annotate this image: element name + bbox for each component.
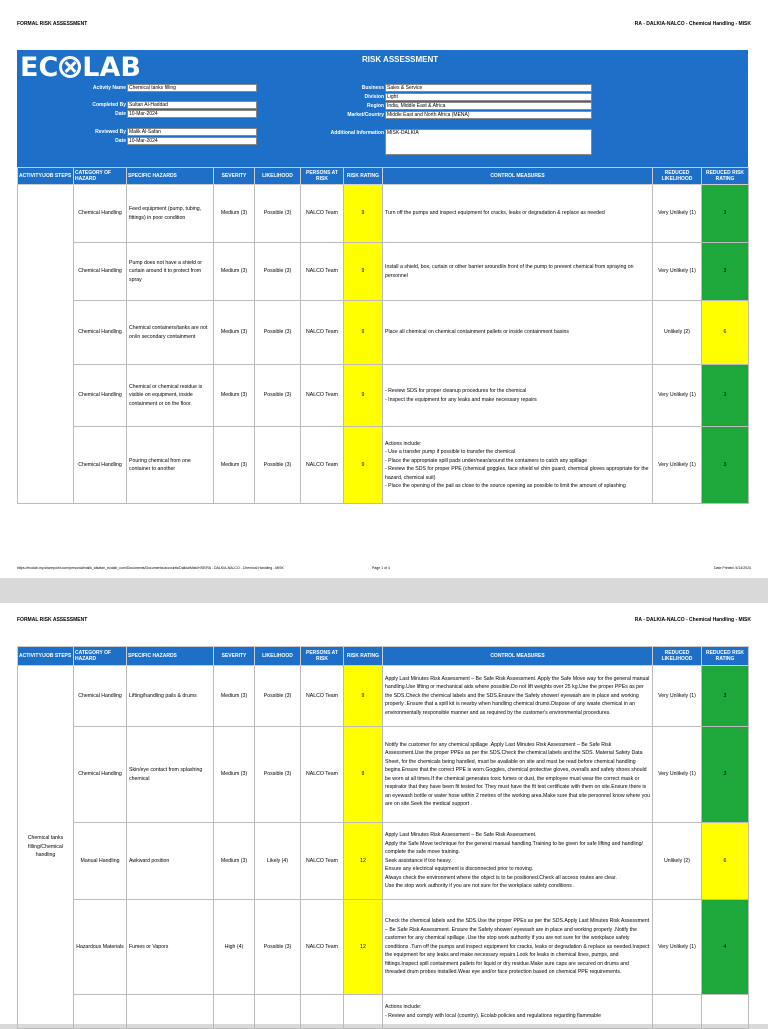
reduced-risk-cell: 3 [702, 666, 749, 727]
severity-cell: Medium (3) [214, 301, 255, 365]
persons-cell: NALCO Team [301, 365, 344, 427]
reduced-risk-cell: 4 [702, 900, 749, 995]
business-field[interactable]: Sales & Service [385, 84, 592, 92]
severity-cell: High (4) [214, 900, 255, 995]
reduced-risk-cell [702, 995, 749, 1029]
likelihood-cell: Possible (3) [255, 365, 301, 427]
table-row [18, 365, 749, 427]
reduced-likelihood-cell [653, 995, 702, 1029]
col-reduced-likelihood: REDUCED LIKELIHOOD [653, 168, 702, 185]
completed-label: Completed By [92, 102, 126, 108]
reduced-risk-cell: 3 [702, 185, 749, 243]
date-label: Date [115, 111, 126, 117]
risk-rating-cell: 9 [344, 365, 383, 427]
page-title: RISK ASSESSMENT [362, 55, 439, 64]
activity-step-cell: Chemical tanks filling/Chemical handling [18, 666, 74, 1029]
risk-rating-cell: 9 [344, 243, 383, 301]
persons-cell: NALCO Team [301, 185, 344, 243]
severity-cell: Medium (3) [214, 427, 255, 504]
likelihood-cell [255, 995, 301, 1029]
region-label: Region [367, 103, 384, 109]
header-left: FORMAL RISK ASSESSMENT [17, 617, 88, 623]
risk-rating-cell: 9 [344, 301, 383, 365]
reduced-likelihood-cell: Unlikely (2) [653, 301, 702, 365]
table-row [18, 427, 749, 504]
severity-cell: Medium (3) [214, 365, 255, 427]
col-category: CATEGORY OF HAZARD [74, 647, 127, 666]
hazard-cell: Feed equipment (pump, tubing, fittings) in poor condition [127, 185, 214, 243]
control-measures-cell: Notify the customer for any chemical spillage .Apply Last Minutes Risk Assessment – Be Safe Risk Assessment.Use the proper PPEs as per the SDS.Check the chemical labels and the SDS. Material Safety Data Sheet, for the chemicals being handled, must be available on site and must be read before chemical handling begins.Ensure that the correct PPE is worn.Goggles, chemical protective gloves, overalls and safety shoes should be worn at all times.If the chemical generates toxic fumes or dust, the employee must wear the correct mask or respirator that they have been fit tested for. They must have the fit test certificate with them on site.Ensure there is an eyewash bottle or water hose within 2 metres of the working area.Make sure that site personnel know where you are on site.Seek the medical support . [383, 727, 653, 823]
risk-rating-cell [344, 995, 383, 1029]
hazard-cell: Pump does not have a shield or curtain around it to protect from spray [127, 243, 214, 301]
footer-url[interactable]: https://ecolab-my.sharepoint.com/personal/malik_alsafan_ecolab_com/Documents/Documents/accounts/Dalkia/Misk/HSE/RA - DALKIA-NALCO - Chemical Handling - MISK [17, 566, 284, 570]
category-cell: Chemical Handling [74, 727, 127, 823]
control-measures-cell: - Review SDS for proper cleanup procedures for the chemical - Inspect the equipment for any leaks and make necessary repairs [383, 365, 653, 427]
hazard-cell: Awkward position [127, 823, 214, 900]
likelihood-cell: Possible (3) [255, 666, 301, 727]
reduced-risk-cell: 6 [702, 301, 749, 365]
additional-label: Additional Information [330, 130, 384, 136]
completed-field[interactable]: Sultan Al-Haddad [127, 101, 257, 109]
col-hazards: SPECIFIC HAZARDS [127, 647, 214, 666]
severity-cell [214, 995, 255, 1029]
table-row [18, 900, 749, 995]
table-row [18, 823, 749, 900]
category-cell: Chemical Handling [74, 427, 127, 504]
reduced-likelihood-cell: Very Unlikely (1) [653, 365, 702, 427]
control-measures-cell: Turn off the pumps and inspect equipment for cracks, leaks or degradation & replace as needed [383, 185, 653, 243]
col-hazards: SPECIFIC HAZARDS [127, 168, 214, 185]
market-field[interactable]: Middle East and North Africa (MENA) [385, 111, 592, 119]
reduced-risk-cell: 3 [702, 365, 749, 427]
additional-field[interactable]: MISK-DALKIA [385, 129, 592, 155]
category-cell: Chemical Handling [74, 666, 127, 727]
risk-table-page1 [17, 167, 749, 504]
category-cell: Chemical Handling [74, 301, 127, 365]
table-row [18, 727, 749, 823]
footer-page: Page 1 of 4 [372, 566, 390, 570]
control-measures-cell: Apply Last Minutes Risk Assessment – Be Safe Risk Assessment. Apply the Safe Move technique for the general manual handling.Training to be given for safe lifting and handling/ complete the safe move training. Seek assistance if too heavy. Ensure any electrical equipment is disconnected prior to moving. Always check the environment where the object is to be positioned.Check all access routes are clear. Use the stop work authority if you are not sure for the workplace safety conditions . [383, 823, 653, 900]
likelihood-cell: Possible (3) [255, 727, 301, 823]
col-activity: ACTIVITY/JOB STEPS [18, 168, 74, 185]
reduced-risk-cell: 3 [702, 427, 749, 504]
table-row [18, 185, 749, 243]
reduced-likelihood-cell: Very Unlikely (1) [653, 727, 702, 823]
col-risk-rating: RISK RATING [344, 168, 383, 185]
table-row [18, 995, 749, 1029]
reviewed-label: Reviewed By [95, 129, 126, 135]
ecolab-logo: EC LAB [20, 52, 141, 83]
table-header-row [18, 168, 749, 185]
control-measures-cell: Actions include: - Review and comply with local (country), Ecolab policies and regulations regarding flammable [383, 995, 653, 1029]
persons-cell [301, 995, 344, 1029]
category-cell: Manual Handling [74, 823, 127, 900]
control-measures-cell: Actions include: - Use a transfer pump if possible to transfer the chemical - Place the appropriate spill pads under/near/around the containers to catch any spillage - Review the SDS for proper PPE (chemical goggles, face shield w/ chin guard, chemical gloves appropriate for the hazard, chemical suit) - Place the opening of the pail as close to the source opening as possible to limit the amount of splashing [383, 427, 653, 504]
risk-rating-cell: 9 [344, 727, 383, 823]
table-header-row [18, 647, 749, 666]
col-severity: SEVERITY [214, 647, 255, 666]
reduced-likelihood-cell: Very Unlikely (1) [653, 427, 702, 504]
persons-cell: NALCO Team [301, 243, 344, 301]
category-cell: Chemical Handling [74, 365, 127, 427]
reduced-likelihood-cell: Very Unlikely (1) [653, 243, 702, 301]
risk-rating-cell: 9 [344, 666, 383, 727]
reviewed-field[interactable]: Malik Al-Safan [127, 128, 257, 136]
region-field[interactable]: India, Middle East & Africa [385, 102, 592, 110]
col-persons: PERSONS AT RISK [301, 168, 344, 185]
col-severity: SEVERITY [214, 168, 255, 185]
hazard-cell: Chemical containers/tanks are not on/in secondary containment [127, 301, 214, 365]
page-2 [0, 603, 768, 1024]
col-likelihood: LIKELIHOOD [255, 647, 301, 666]
col-reduced-likelihood: REDUCED LIKELIHOOD [653, 647, 702, 666]
reduced-likelihood-cell: Unlikely (2) [653, 823, 702, 900]
business-label: Business [361, 85, 384, 91]
hazard-cell [127, 995, 214, 1029]
col-likelihood: LIKELIHOOD [255, 168, 301, 185]
persons-cell: NALCO Team [301, 727, 344, 823]
severity-cell: Medium (3) [214, 185, 255, 243]
reduced-risk-cell: 3 [702, 243, 749, 301]
col-control: CONTROL MEASURES [383, 168, 653, 185]
reduced-risk-cell: 6 [702, 823, 749, 900]
activity-field[interactable]: Chemical tanks filling [127, 84, 257, 92]
col-category: CATEGORY OF HAZARD [74, 168, 127, 185]
likelihood-cell: Possible (3) [255, 427, 301, 504]
hazard-cell: Lifting/handling pails & drums [127, 666, 214, 727]
hazard-cell: Pouring chemical from one container to another [127, 427, 214, 504]
likelihood-cell: Possible (3) [255, 185, 301, 243]
reduced-likelihood-cell: Very Unlikely (1) [653, 900, 702, 995]
review-date-field[interactable]: 10-Mar-2024 [127, 137, 257, 145]
col-control: CONTROL MEASURES [383, 647, 653, 666]
reduced-risk-cell: 3 [702, 727, 749, 823]
likelihood-cell: Possible (3) [255, 301, 301, 365]
reduced-likelihood-cell: Very Unlikely (1) [653, 666, 702, 727]
header-left: FORMAL RISK ASSESSMENT [17, 21, 88, 27]
col-reduced-risk: REDUCED RISK RATING [702, 168, 749, 185]
category-cell: Chemical Handling [74, 185, 127, 243]
activity-label: Activity Name [92, 85, 126, 91]
hazard-cell: Fumes or Vapors [127, 900, 214, 995]
control-measures-cell: Check the chemical labels and the SDS.Use the proper PPEs as per the SDS.Apply Last Minutes Risk Assessment – Be Safe Risk Assessment. Ensure the Safety shower/ eyewash are in place and working properly .Notify the customer for any chemical spillage .Use the stop work authority if you are not sure for the workplace safety conditions .Turn off the pumps and inspect equipment for cracks, leaks or degradation & replace as needed.Inspect the equipment for any leaks and make necessary repairs.Look for leaks in chemical lines, pumps, and fittings.Inspect spill containment pallets for liquid or dry residue.Make sure caps are secured on drums and threaded drum probes installed.Wear eye and/or face protection based on chemical PPE requirements. [383, 900, 653, 995]
severity-cell: Medium (3) [214, 666, 255, 727]
header-right: RA - DALKIA-NALCO - Chemical Handling - MISK [634, 21, 751, 27]
table-row [18, 301, 749, 365]
division-field[interactable]: Light [385, 93, 592, 101]
risk-rating-cell: 9 [344, 427, 383, 504]
severity-cell: Medium (3) [214, 243, 255, 301]
activity-step-cell [18, 185, 74, 504]
footer-printed: Date Printed: 5/14/2024 [714, 566, 751, 570]
persons-cell: NALCO Team [301, 666, 344, 727]
control-measures-cell: Apply Last Minutes Risk Assessment – Be Safe Risk Assessment. Apply the Safe Move way for the general manual handling.Use lifting or mechanical aids where possible.Do not lift weights over 25 kg.Use the proper PPEs as per the SDS.Check the chemical labels and the SDS.Ensure the Safety shower/ eyewash are in place and working properly .Ensure that a spill kit is nearby when handling chemical drums.Dispose of any waste chemical in an environmentally responsible manner and as required by the customer's environmental procedures. [383, 666, 653, 727]
likelihood-cell: Likely (4) [255, 823, 301, 900]
col-persons: PERSONS AT RISK [301, 647, 344, 666]
category-cell: Chemical Handling [74, 243, 127, 301]
reduced-likelihood-cell: Very Unlikely (1) [653, 185, 702, 243]
date-field[interactable]: 10-Mar-2024 [127, 110, 257, 118]
severity-cell: Medium (3) [214, 823, 255, 900]
severity-cell: Medium (3) [214, 727, 255, 823]
division-label: Division [364, 94, 384, 100]
control-measures-cell: Install a shield, box, curtain or other barrier around/in front of the pump to prevent chemical from spraying on personnel [383, 243, 653, 301]
table-row [18, 666, 749, 727]
hazard-cell: Chemical or chemical residue is visible on equipment, inside containment or on the floor. [127, 365, 214, 427]
col-activity: ACTIVITY/JOB STEPS [18, 647, 74, 666]
likelihood-cell: Possible (3) [255, 900, 301, 995]
risk-table-page2 [17, 646, 749, 1029]
category-cell [74, 995, 127, 1029]
likelihood-cell: Possible (3) [255, 243, 301, 301]
persons-cell: NALCO Team [301, 427, 344, 504]
col-risk-rating: RISK RATING [344, 647, 383, 666]
header-right: RA - DALKIA-NALCO - Chemical Handling - MISK [634, 617, 751, 623]
col-reduced-risk: REDUCED RISK RATING [702, 647, 749, 666]
header-banner [17, 50, 748, 167]
risk-rating-cell: 12 [344, 823, 383, 900]
risk-rating-cell: 12 [344, 900, 383, 995]
review-date-label: Date [115, 138, 126, 144]
hazard-cell: Skin/eye contact from splashing chemical [127, 727, 214, 823]
persons-cell: NALCO Team [301, 900, 344, 995]
persons-cell: NALCO Team [301, 823, 344, 900]
table-row [18, 243, 749, 301]
risk-rating-cell: 9 [344, 185, 383, 243]
category-cell: Hazardous Materials [74, 900, 127, 995]
market-label: Market/Country [347, 112, 384, 118]
persons-cell: NALCO Team [301, 301, 344, 365]
control-measures-cell: Place all chemical on chemical containment pallets or inside containment basins [383, 301, 653, 365]
